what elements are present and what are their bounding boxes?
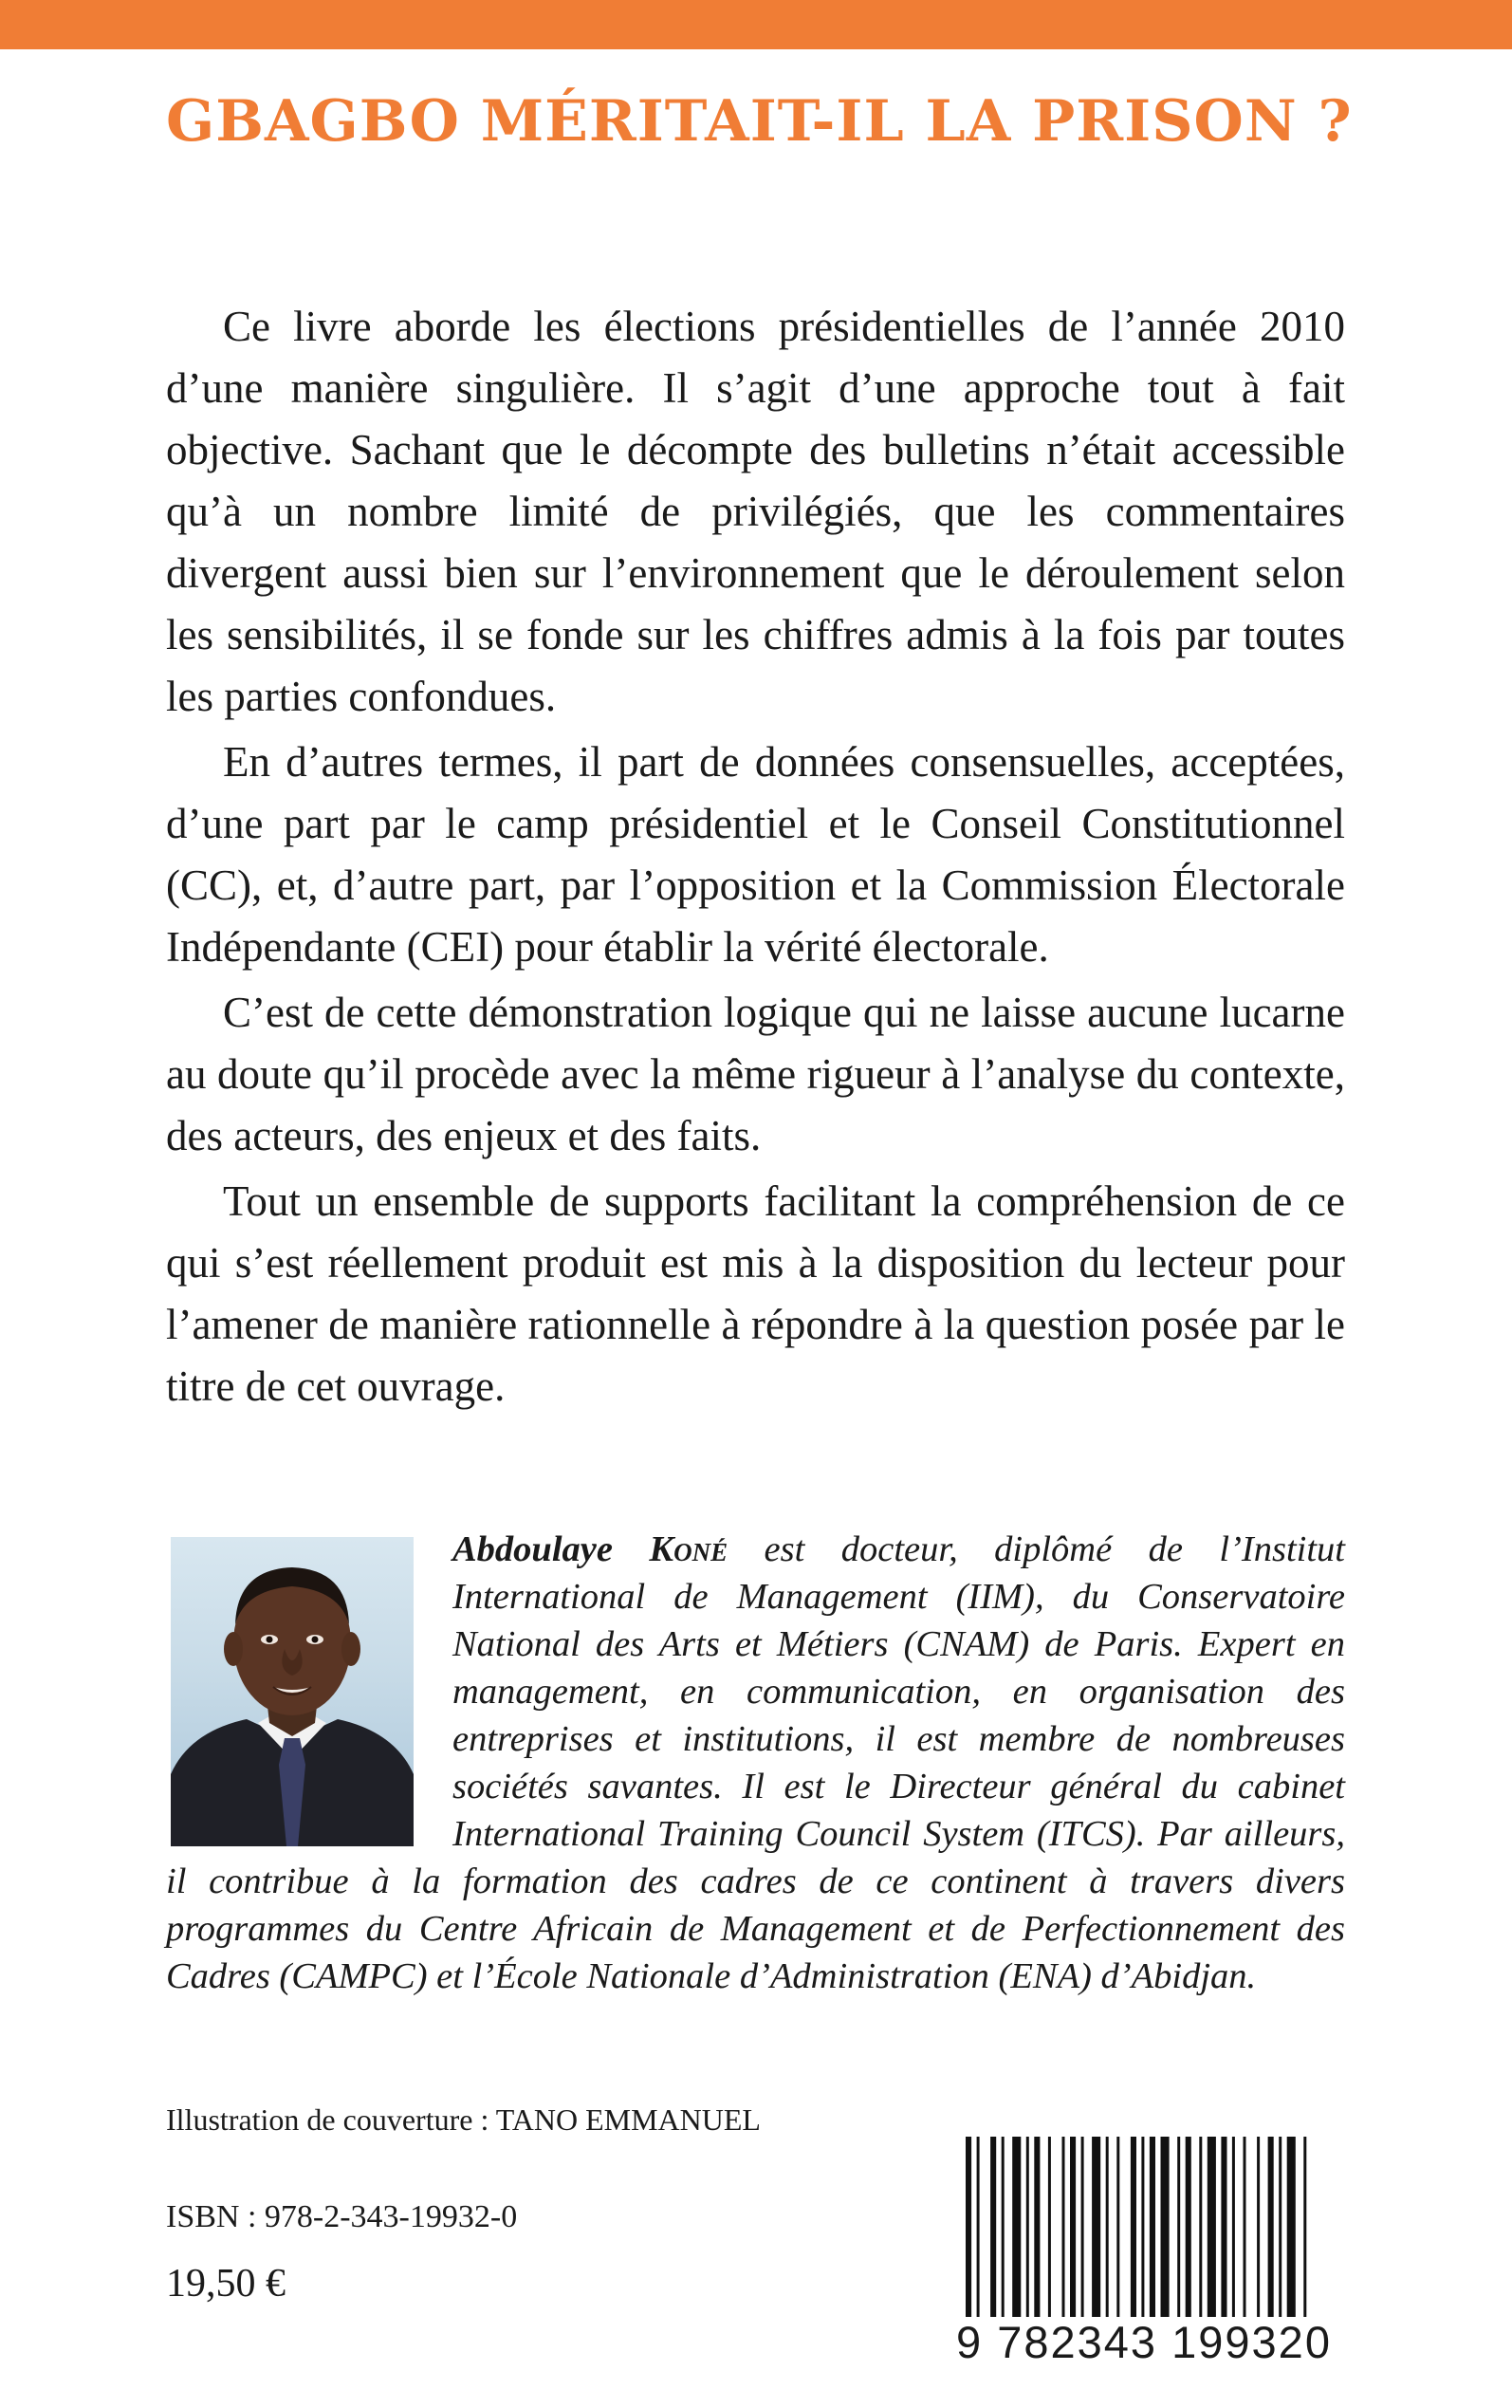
barcode-bar bbox=[1131, 2137, 1136, 2323]
barcode-bar bbox=[1221, 2137, 1226, 2323]
barcode-bar bbox=[1048, 2137, 1051, 2323]
illustration-credit: Illustration de couverture : TANO EMMANUEL bbox=[166, 2102, 761, 2137]
blurb-paragraph: C’est de cette démonstration logique qui ne laisse aucune lucarne au doute qu’il procède avec la même rigueur à l’analyse du contexte, des acteurs, des enjeux et des faits. bbox=[166, 989, 1345, 1159]
barcode-bar bbox=[1257, 2137, 1260, 2323]
barcode-bar bbox=[1012, 2137, 1021, 2323]
barcode-bar bbox=[1034, 2137, 1040, 2323]
blurb-paragraph: Ce livre aborde les élections présidentielles de l’année 2010 d’une manière singulière. Il s’agit d’une approche tout à fait objective. Sachant que le décompte des bulletins n’était accessible qu’à un nombre limité de privilégiés, que les commentaires divergent aussi bien sur l’environnement que le déroulement selon les sensibilités, il se fonde sur les chiffres admis à la fois par toutes les parties confondues. bbox=[166, 303, 1345, 720]
barcode-bar bbox=[1279, 2137, 1282, 2323]
top-accent-bar bbox=[0, 0, 1512, 49]
barcode-bar bbox=[1244, 2137, 1246, 2323]
barcode-bar bbox=[1081, 2137, 1084, 2323]
barcode-bar bbox=[1177, 2137, 1180, 2323]
barcode-bar bbox=[1092, 2137, 1100, 2323]
barcode-bar bbox=[990, 2137, 996, 2323]
book-title: GBAGBO MÉRITAIT-IL LA PRISON ? bbox=[166, 88, 1353, 155]
barcode-bar bbox=[1208, 2137, 1216, 2323]
barcode-digits: 9 782343 199320 bbox=[949, 2317, 1339, 2368]
isbn: ISBN : 978-2-343-19932-0 bbox=[166, 2199, 518, 2234]
barcode-bar bbox=[1268, 2137, 1274, 2323]
barcode-bar bbox=[1026, 2137, 1029, 2323]
blurb-paragraph: En d’autres termes, il part de données consensuelles, acceptées, d’une part par le camp présidentiel et le Conseil Constitutionnel (CC), et, d’autre part, par l’opposition et la Commission Électorale Indépendante (CEI) pour établir la vérité électorale. bbox=[166, 738, 1345, 971]
barcode-bar bbox=[1002, 2137, 1005, 2323]
blurb-paragraph: Tout un ensemble de supports facilitant la compréhension de ce qui s’est réellement produit est mis à la disposition du lecteur pour l’amener de manière rationnelle à répondre à la question posée par le titre de cet ouvrage. bbox=[166, 1177, 1345, 1410]
author-bio-body: est docteur, diplômé de l’Institut International de Management (IIM), du Conservatoire National des Arts et Métiers (CNAM) de Paris. Expert en management, en communication, en organisation des entreprises et institutions, il est membre de nombreuses sociétés savantes. Il est le Directeur général du cabinet International Training Council System (ITCS). Par ailleurs, il contribue à la formation des cadres de ce continent à travers divers programmes du Centre Africain de Management et de Perfectionnement des Cadres (CAMPC) et l’École Nationale d’Administration (ENA) d’Abidjan. bbox=[166, 1529, 1345, 1996]
barcode-bar bbox=[1106, 2137, 1109, 2323]
price: 19,50 € bbox=[166, 2262, 286, 2306]
back-cover-blurb bbox=[166, 296, 1345, 1421]
barcode-bar bbox=[1161, 2137, 1170, 2323]
barcode-bar bbox=[1186, 2137, 1191, 2323]
barcode-bar bbox=[1116, 2137, 1119, 2323]
barcode-bar bbox=[1070, 2137, 1076, 2323]
author-bio bbox=[166, 1526, 1345, 2000]
barcode-bar bbox=[1199, 2137, 1202, 2323]
barcode-bar bbox=[1232, 2137, 1235, 2323]
author-first-name: Abdoulaye bbox=[452, 1529, 613, 1569]
barcode-bar bbox=[1062, 2137, 1065, 2323]
author-last-name: Koné bbox=[649, 1529, 728, 1569]
photo-float-spacer bbox=[166, 1526, 452, 1848]
